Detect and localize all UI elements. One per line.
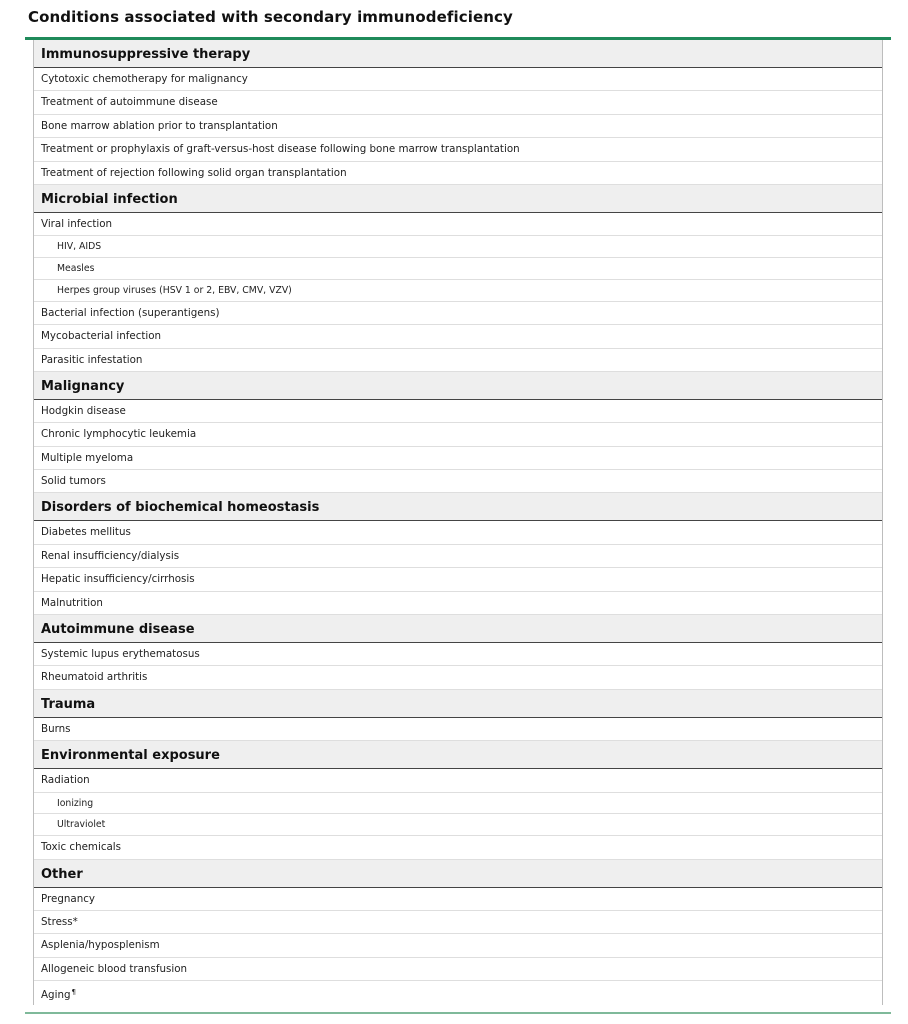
section-heading: Immunosuppressive therapy xyxy=(34,40,882,68)
row-text: Ionizing xyxy=(57,797,94,809)
row-text: Rheumatoid arthritis xyxy=(41,671,148,684)
row-text: Burns xyxy=(41,722,71,735)
row-text: Multiple myeloma xyxy=(41,451,134,464)
section-heading: Malignancy xyxy=(34,372,882,400)
row-text: Ultraviolet xyxy=(57,819,106,831)
table-bottom-rule xyxy=(25,1012,891,1014)
row-text: Asplenia/hyposplenism xyxy=(41,939,160,952)
row-text: Bone marrow ablation prior to transplantation xyxy=(41,119,278,132)
row-text: Toxic chemicals xyxy=(41,841,122,854)
conditions-table xyxy=(25,37,891,1005)
row-text: Stress* xyxy=(41,915,78,928)
table-row xyxy=(34,643,882,666)
table-row xyxy=(34,400,882,423)
table-row xyxy=(34,115,882,138)
row-text: Cytotoxic chemotherapy for malignancy xyxy=(41,73,248,85)
table-row xyxy=(34,447,882,470)
table-row xyxy=(34,470,882,493)
table-row xyxy=(34,162,882,185)
table-row xyxy=(34,592,882,615)
footnote-mark: ¶ xyxy=(71,988,76,997)
table-subrow xyxy=(34,280,882,302)
row-text: Aging xyxy=(41,989,71,1002)
table-row xyxy=(34,138,882,161)
row-text: Pregnancy xyxy=(41,892,96,905)
row-text: Chronic lymphocytic leukemia xyxy=(41,428,197,441)
row-text: Allogeneic blood transfusion xyxy=(41,962,188,975)
table-row xyxy=(34,934,882,957)
table-row xyxy=(34,545,882,568)
table-subrow xyxy=(34,236,882,258)
section-heading: Environmental exposure xyxy=(34,741,882,769)
section-heading: Autoimmune disease xyxy=(34,615,882,643)
table-row xyxy=(34,521,882,544)
table-title: Conditions associated with secondary immunodeficiency xyxy=(28,8,513,26)
row-text: Malnutrition xyxy=(41,596,103,609)
section-heading: Trauma xyxy=(34,690,882,718)
table-row xyxy=(34,349,882,372)
section-heading: Other xyxy=(34,860,882,888)
row-text: HIV, AIDS xyxy=(57,241,102,253)
row-text: Mycobacterial infection xyxy=(41,330,162,343)
table-row xyxy=(34,91,882,114)
table-row xyxy=(34,958,882,981)
row-text: Radiation xyxy=(41,774,90,787)
table-row xyxy=(34,836,882,859)
table-row xyxy=(34,302,882,325)
row-text: Parasitic infestation xyxy=(41,353,143,366)
table-row xyxy=(34,769,882,792)
row-text: Measles xyxy=(57,263,95,275)
table-row xyxy=(34,666,882,689)
table-row xyxy=(34,213,882,236)
table-subrow xyxy=(34,258,882,280)
table-row xyxy=(34,981,882,1004)
table-row xyxy=(34,911,882,934)
table-row xyxy=(34,718,882,741)
row-text: Solid tumors xyxy=(41,475,106,488)
row-text: Herpes group viruses (HSV 1 or 2, EBV, CMV, VZV) xyxy=(57,284,292,296)
table-row xyxy=(34,325,882,348)
section-heading: Disorders of biochemical homeostasis xyxy=(34,493,882,521)
row-text: Diabetes mellitus xyxy=(41,526,131,539)
table-row xyxy=(34,888,882,911)
table-subrow xyxy=(34,793,882,815)
table-body xyxy=(33,40,883,1005)
table-row xyxy=(34,423,882,446)
table-subrow xyxy=(34,814,882,836)
row-text: Viral infection xyxy=(41,217,113,230)
row-text: Hepatic insufficiency/cirrhosis xyxy=(41,573,195,586)
table-row xyxy=(34,568,882,591)
row-text: Treatment of autoimmune disease xyxy=(41,96,218,109)
row-text: Bacterial infection (superantigens) xyxy=(41,306,220,319)
section-heading: Microbial infection xyxy=(34,185,882,213)
table-row xyxy=(34,68,882,91)
row-text: Treatment of rejection following solid organ transplantation xyxy=(41,166,347,179)
row-text: Treatment or prophylaxis of graft-versus-host disease following bone marrow transplantation xyxy=(41,143,520,156)
row-text: Hodgkin disease xyxy=(41,404,126,417)
row-text: Systemic lupus erythematosus xyxy=(41,648,200,661)
row-text: Renal insufficiency/dialysis xyxy=(41,549,180,562)
